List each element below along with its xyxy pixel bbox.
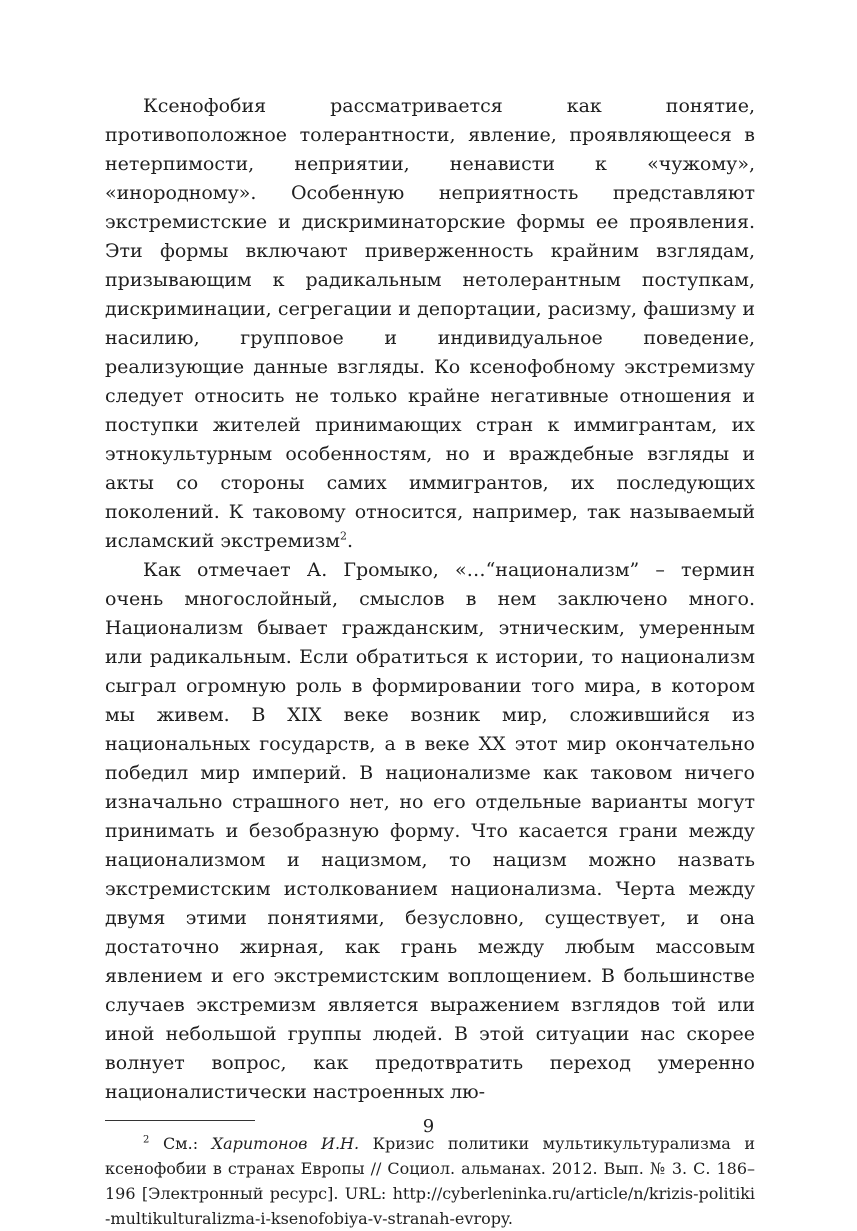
paragraph-xenophobia-text: Ксенофобия рассматривается как понятие, противоположное толерантности, явление, проявляющееся в нетерпимости, неприятии, ненависти к «чужому», «инородному». Особенную неприятность представляют экстремистские и дискриминаторские формы ее проявления. Эти формы включают приверженность крайним взглядам, призывающим к радикальным нетолерантным поступкам, дискриминации, сегрегации и депортации, расизму, фашизму и насилию, групповое и индивидуальное поведение, реализующие данные взгляды. Ко ксенофобному экстремизму следует относить не только крайне негативные отношения и поступки жителей принимающих стран к иммигрантам, их этнокультурным особенностям, но и враждебные взгляды и акты со стороны самих иммигрантов, их последующих поколений. К таковому относится, например, так называемый исламский экстремизм <box>105 95 755 552</box>
page-content <box>105 92 755 1231</box>
footnote-url[interactable]: http://cyberleninka.ru/article/n/krizis-politiki-multikulturalizma-i-ksenofobiya-v-stranah-evropy. <box>105 1184 755 1228</box>
paragraph-xenophobia <box>105 92 755 556</box>
page-number: 9 <box>422 1116 435 1137</box>
footnote-prefix: См.: <box>162 1134 199 1153</box>
paragraph-nationalism <box>105 556 755 1107</box>
body-text <box>105 92 755 1107</box>
footnote-number: 2 <box>143 1134 150 1146</box>
paragraph-nationalism-text: Как отмечает А. Громыко, «…“национализм” – термин очень многослойный, смыслов в нем заключено много. Национализм бывает гражданским, этническим, умеренным или радикальным. Если обратиться к истории, то национализм сыграл огромную роль в формировании того мира, в котором мы живем. В XIX веке возник мир, сложившийся из национальных государств, а в веке XX этот мир окончательно победил мир империй. В национализме как таковом ничего изначально страшного нет, но его отдельные варианты могут принимать и безобразную форму. Что касается грани между национализмом и нацизмом, то нацизм можно назвать экстремистским истолкованием национализма. Черта между двумя этими понятиями, безусловно, существует, и она достаточно жирная, как грань между любым массовым явлением и его экстремистским воплощением. В большинстве случаев экстремизм является выражением взглядов той или иной небольшой группы людей. В этой ситуации нас скорее волнует вопрос, как предотвратить переход умеренно националистически настроенных лю- <box>105 559 755 1103</box>
footnote-text: Кризис политики мультикультурализма и ксенофобии в странах Европы // Социол. альманах. 2012. Вып. № 3. С. 186–196 [Электронный ресурс]. URL: <box>105 1134 756 1203</box>
paragraph-xenophobia-tail: . <box>347 530 354 552</box>
footnote <box>105 1131 755 1231</box>
footnote-author: Харитонов И.Н. <box>211 1134 360 1153</box>
footnote-reference[interactable]: 2 <box>340 529 348 543</box>
